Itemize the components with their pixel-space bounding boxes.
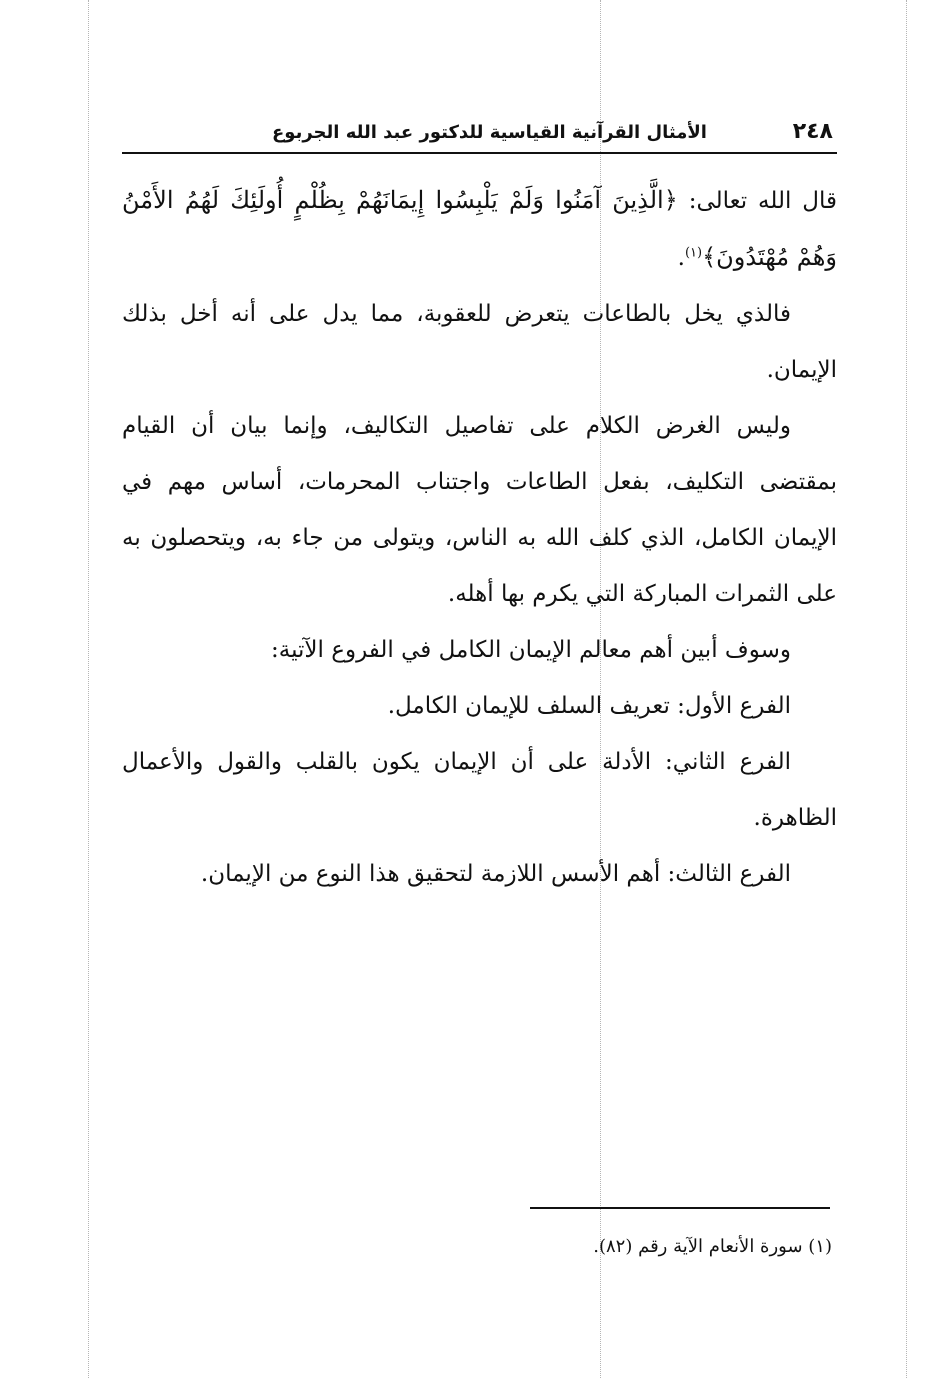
footnote-marker: (١) [684, 245, 703, 261]
footnote: (١) سورة الأنعام الآية رقم (٨٢). [593, 1236, 832, 1257]
book-page [122, 108, 837, 902]
paragraph: وسوف أبين أهم معالم الإيمان الكامل في الفروع الآتية: [271, 637, 791, 663]
scan-dotted-line [906, 0, 907, 1378]
paragraph: وليس الغرض الكلام على تفاصيل التكاليف، وإنما بيان أن القيام بمقتضى التكليف، بفعل الطاعات واجتناب المحرمات، أساس مهم في الإيمان الكامل، الذي كلف الله به الناس، ويتولى من جاء به، ويتحصلون به على الثمرات المباركة التي يكرم بها أهله. [122, 413, 837, 607]
footnote-separator [530, 1207, 830, 1209]
paragraph: فالذي يخل بالطاعات يتعرض للعقوبة، مما يدل على أنه أخل بذلك الإيمان. [122, 301, 837, 383]
page-header [122, 108, 837, 154]
quran-verse: ﴿الَّذِينَ آمَنُوا وَلَمْ يَلْبِسُوا إِيمَانَهُمْ بِظُلْمٍ أُولَئِكَ لَهُمُ الأَمْنُ وَهُمْ مُهْتَدُونَ﴾ [122, 186, 837, 271]
running-title: الأمثال القرآنية القياسية للدكتور عبد الله الجربوع [272, 122, 707, 143]
page-body [122, 172, 837, 902]
section-item: الفرع الثالث: أهم الأسس اللازمة لتحقيق هذا النوع من الإيمان. [200, 861, 791, 887]
quran-verse-paragraph: قال الله تعالى: ﴿الَّذِينَ آمَنُوا وَلَمْ يَلْبِسُوا إِيمَانَهُمْ بِظُلْمٍ أُولَئِكَ لَهُمُ الأَمْنُ وَهُمْ مُهْتَدُونَ﴾$^{(١)}$. [122, 186, 837, 271]
page-number: ٢٤٨ [792, 119, 833, 144]
verse-intro: قال الله تعالى: [688, 188, 837, 214]
section-item: الفرع الأول: تعريف السلف للإيمان الكامل. [387, 693, 791, 719]
section-item: الفرع الثاني: الأدلة على أن الإيمان يكون بالقلب والقول والأعمال الظاهرة. [122, 749, 837, 831]
scan-dotted-line [88, 0, 89, 1378]
